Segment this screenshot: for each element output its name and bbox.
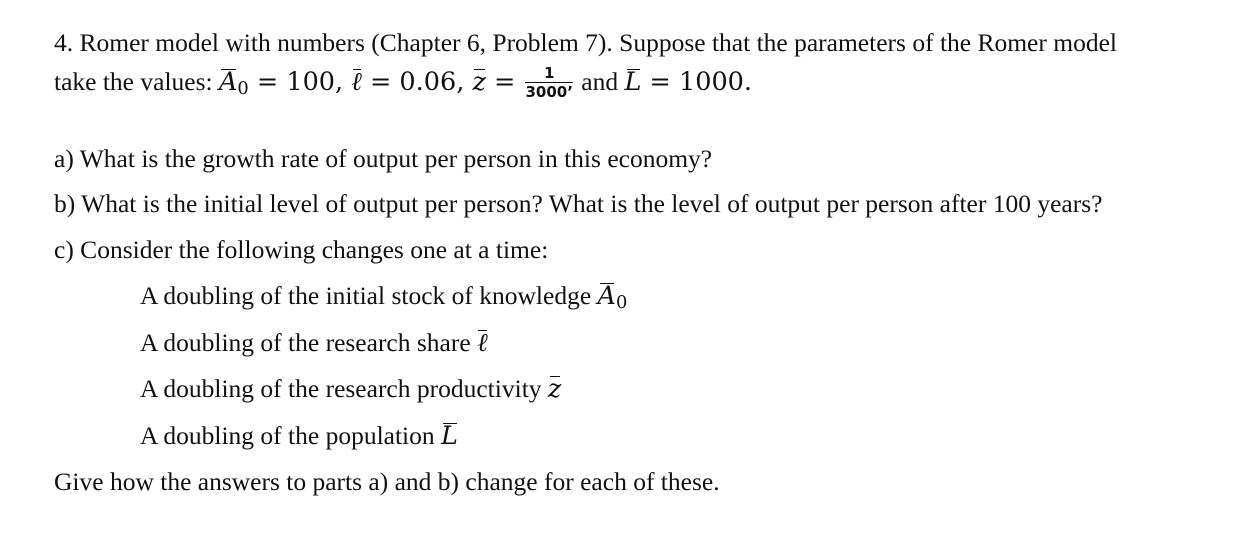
and-text: and	[574, 67, 625, 96]
symbol-z: z	[472, 67, 486, 97]
symbol-z: z	[547, 374, 562, 404]
problem-statement-line-2	[54, 63, 753, 105]
problem-statement-line-1: 4. Romer model with numbers (Chapter 6, Problem 7). Suppose that the parameters of the Romer model	[54, 28, 1117, 57]
fraction-1-over-3000: $\frac{1}{3000’}$	[525, 63, 573, 101]
symbol-ell: ℓ	[351, 67, 362, 97]
question-c: c) Consider the following changes one at a time:	[54, 235, 549, 264]
equals-100: = 100,	[248, 67, 352, 97]
symbol-L: L	[624, 67, 642, 97]
change-item-research-share	[140, 327, 488, 359]
closing-instruction: Give how the answers to parts a) and b) change for each of these.	[54, 467, 720, 496]
symbol-A0: $A_0$	[597, 281, 628, 313]
symbol-ell: ℓ	[477, 328, 488, 358]
change-item-research-productivity	[140, 373, 561, 405]
values-prefix: take the values:	[54, 67, 219, 96]
question-a: a) What is the growth rate of output per person in this economy?	[54, 144, 713, 173]
change-item-3-label: A doubling of the research productivity	[140, 374, 548, 403]
change-item-2-label: A doubling of the research share	[140, 328, 478, 357]
equals-sign: =	[485, 67, 524, 97]
question-b: b) What is the initial level of output per person? What is the level of output per person after 100 years?	[54, 189, 1103, 218]
change-item-4-label: A doubling of the population	[140, 421, 442, 450]
change-item-1-label: A doubling of the initial stock of knowledge	[140, 281, 598, 310]
symbol-A0: $A_0$	[218, 67, 249, 99]
change-item-initial-knowledge	[140, 280, 627, 319]
equals-1000: = 1000.	[641, 67, 753, 97]
change-item-population	[140, 420, 458, 452]
equals-006: = 0.06,	[361, 67, 473, 97]
symbol-L: L	[441, 421, 458, 451]
